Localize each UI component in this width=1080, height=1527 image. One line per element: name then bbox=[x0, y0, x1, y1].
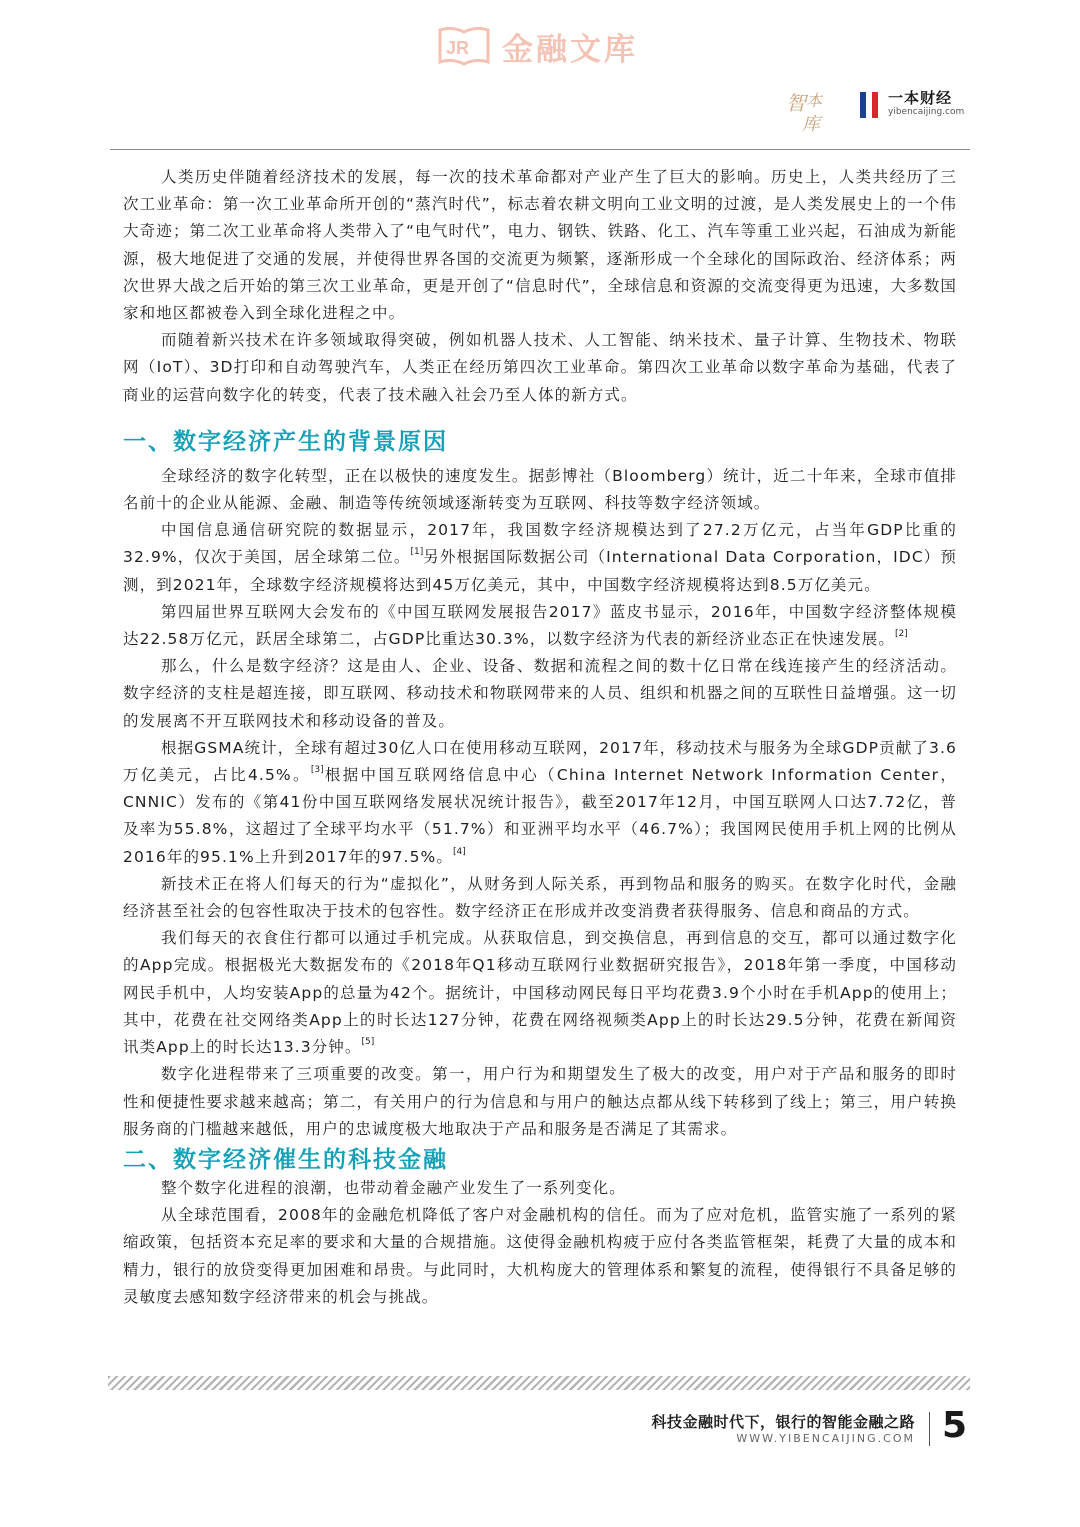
paragraph: 人类历史伴随着经济技术的发展，每一次的技术革命都对产业产生了巨大的影响。历史上，人类共经历了三次工业革命：第一次工业革命所开创的“蒸汽时代”，标志着农耕文明向工业文明的过渡，是人类发展史上的一个伟大奇迹；第二次工业革命将人类带入了“电气时代”，电力、钢铁、铁路、化工、汽车等重工业兴起，石油成为新能源，极大地促进了交通的发展，并使得世界各国的交流更为频繁，逐渐形成一个全球化的国际政治、经济体系；两次世界大战之后开始的第三次工业革命，更是开创了“信息时代”，全球信息和资源的交流变得更为迅速，大多数国家和地区都被卷入到全球化进程之中。 bbox=[123, 168, 957, 323]
header-divider bbox=[110, 149, 970, 150]
paragraph: 整个数字化进程的浪潮，也带动着金融产业发生了一系列变化。 bbox=[161, 1178, 626, 1197]
section-heading-2: 二、数字经济催生的科技金融 bbox=[123, 1146, 448, 1173]
svg-text:本: 本 bbox=[806, 91, 823, 110]
footnote-ref: [4] bbox=[452, 846, 466, 857]
paragraph: 第四届世界互联网大会发布的《中国互联网发展报告2017》蓝皮书显示，2016年，中国数字经济整体规模达22.58万亿元，跃居全球第二，占GDP比重达30.3%，以数字经济为代表的新经济业态正在快速发展。[2] bbox=[123, 602, 957, 649]
svg-text:库: 库 bbox=[802, 114, 820, 135]
footnote-ref: [3] bbox=[310, 765, 324, 776]
footer-separator bbox=[929, 1412, 930, 1446]
paragraph: 从全球范围看，2008年的金融危机降低了客户对金融机构的信任。而为了应对危机，监管实施了一系列的紧缩政策，包括资本充足率的要求和大量的合规措施。这使得金融机构疲于应付各类监管框架，耗费了大量的成本和精力，银行的放贷变得更加困难和昂贵。与此同时，大机构庞大的管理体系和繁复的流程，使得银行不具备足够的灵敏度去感知数字经济带来的机会与挑战。 bbox=[123, 1206, 957, 1306]
svg-text:JR: JR bbox=[446, 38, 470, 58]
watermark bbox=[436, 22, 656, 70]
footnote-ref: [1] bbox=[410, 547, 424, 558]
flag-icon bbox=[860, 92, 878, 118]
paragraph: 中国信息通信研究院的数据显示，2017年，我国数字经济规模达到了27.2万亿元，占当年GDP比重的32.9%，仅次于美国，居全球第二位。[1]另外根据国际数据公司（International Data Corporation，IDC）预测，到2021年，全球数字经济规模将达到45万亿美元，其中，中国数字经济规模将达到8.5万亿美元。 bbox=[123, 521, 957, 594]
yibencaijing-logo bbox=[860, 90, 964, 118]
article-body bbox=[123, 164, 957, 1311]
zhiben-seal-icon bbox=[782, 86, 834, 136]
logo-name: 一本财经 bbox=[888, 89, 953, 107]
section-heading-1: 一、数字经济产生的背景原因 bbox=[123, 428, 448, 455]
paragraph: 数字化进程带来了三项重要的改变。第一，用户行为和期望发生了极大的改变，用户对于产品和服务的即时性和便捷性要求越来越高；第二，有关用户的行为信息和与用户的触达点都从线下转移到了线上；第三，用户转换服务商的门槛越来越低，用户的忠诚度极大地取决于产品和服务是否满足了其需求。 bbox=[123, 1065, 957, 1138]
footer-title: 科技金融时代下，银行的智能金融之路 bbox=[651, 1413, 915, 1431]
watermark-text: 金融文库 bbox=[502, 31, 638, 68]
paragraph: 新技术正在将人们每天的行为“虚拟化”，从财务到人际关系，再到物品和服务的购买。在数字化时代，金融经济甚至社会的包容性取决于技术的包容性。数字经济正在形成并改变消费者获得服务、信息和商品的方式。 bbox=[123, 874, 957, 921]
book-logo-icon bbox=[436, 24, 492, 68]
footnote-ref: [2] bbox=[895, 629, 908, 640]
paragraph: 而随着新兴技术在许多领域取得突破，例如机器人技术、人工智能、纳米技术、量子计算、生物技术、物联网（IoT）、3D打印和自动驾驶汽车，人类正在经历第四次工业革命。第四次工业革命以数字革命为基础，代表了商业的运营向数字化的转变，代表了技术融入社会乃至人体的新方式。 bbox=[123, 331, 957, 404]
footnote-ref: [5] bbox=[361, 1037, 375, 1048]
paragraph: 我们每天的衣食住行都可以通过手机完成。从获取信息，到交换信息，再到信息的交互，都可以通过数字化的App完成。根据极光大数据发布的《2018年Q1移动互联网行业数据研究报告》，2018年第一季度，中国移动网民手机中，人均安装App的总量为42个。据统计，中国移动网民每日平均花费3.9个小时在手机App的使用上；其中，花费在社交网络类App上的时长达127分钟，花费在网络视频类App上的时长达29.5分钟，花费在新闻资讯类App上的时长达13.3分钟。[5] bbox=[123, 929, 957, 1057]
paragraph: 那么，什么是数字经济？这是由人、企业、设备、数据和流程之间的数十亿日常在线连接产生的经济活动。数字经济的支柱是超连接，即互联网、移动技术和物联网带来的人员、组织和机器之间的互联性日益增强。这一切的发展离不开互联网技术和移动设备的普及。 bbox=[123, 657, 957, 730]
svg-text:智: 智 bbox=[786, 91, 806, 115]
logo-url: yibencaijing.com bbox=[888, 107, 965, 117]
page-number: 5 bbox=[942, 1405, 968, 1446]
paragraph: 根据GSMA统计，全球有超过30亿人口在使用移动互联网，2017年，移动技术与服务为全球GDP贡献了3.6万亿美元，占比4.5%。[3]根据中国互联网络信息中心（China Internet Network Information Center，CNNIC）发布的《第41份中国互联网络发展状况统计报告》，截至2017年12月，中国互联网人口达7.72亿，普及率为55.8%，这超过了全球平均水平（51.7%）和亚洲平均水平（46.7%）；我国网民使用手机上网的比例从2016年的95.1%上升到2017年的97.5%。[4] bbox=[123, 738, 957, 866]
footer-url: WWW.YIBENCAIJING.COM bbox=[736, 1432, 915, 1445]
paragraph: 全球经济的数字化转型，正在以极快的速度发生。据彭博社（Bloomberg）统计，近二十年来，全球市值排名前十的企业从能源、金融、制造等传统领域逐渐转变为互联网、科技等数字经济领域。 bbox=[123, 466, 957, 513]
footer-hatch-divider bbox=[108, 1376, 970, 1390]
footer bbox=[651, 1412, 915, 1446]
